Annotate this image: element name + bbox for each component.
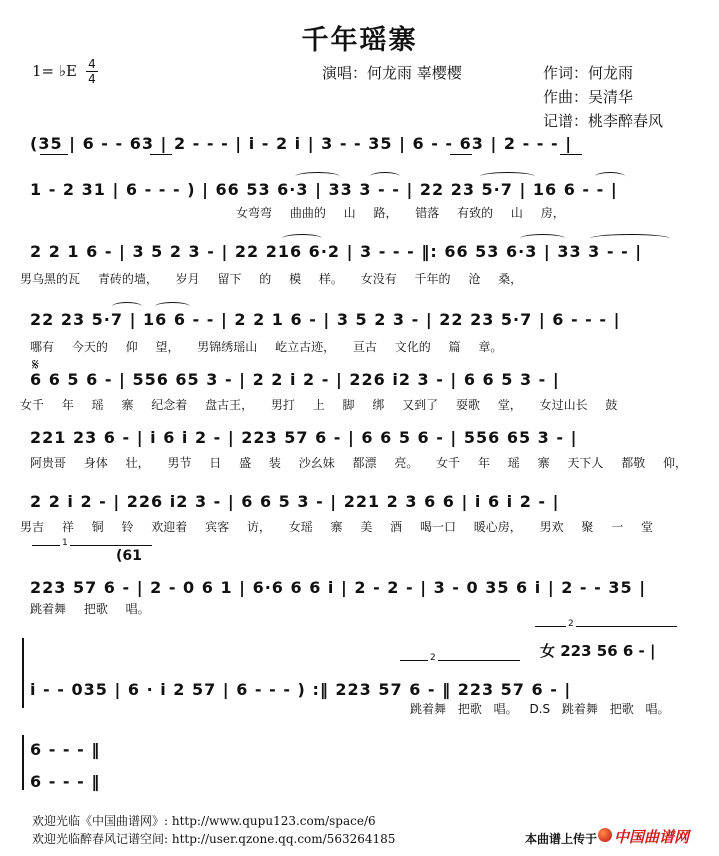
slur: [112, 302, 142, 311]
score-line-2: 1 - 2 31 | 6 - - - ) | 66 53 6·3 | 33 3 - - | 22 23 5·7 | 16 6 - - |: [30, 180, 618, 199]
upload-note: 本曲谱上传于: [525, 832, 598, 846]
score-line-1: (35 | 6 - - 63 | 2 - - - | i - 2 i | 3 - - 35 | 6 - - 63 | 2 - - - |: [30, 134, 573, 153]
score-line-10: 6 - - - ‖: [30, 740, 101, 759]
lyrics-line-7: 男吉 祥 铜 铃 欢迎着 宾客 访， 女瑶 寨 美 酒 喝一口 暖心房， 男欢 聚 一 堂: [20, 520, 654, 534]
lyrics-line-6: 阿贵哥 身体 壮， 男节 日 盛 装 沙幺妹 都漂 亮。 女千 年 瑶 寨 天下人 都敬 仰，: [30, 456, 688, 470]
segno-icon: 𝄋: [32, 355, 39, 374]
transcriber: 记谱：桃李醉春风: [543, 112, 664, 130]
slur: [595, 172, 625, 181]
lyrics-line-4: 哪有 今天的 仰 望， 男锦绣瑶山 屹立古迹， 亘古 文化的 篇 章。: [30, 340, 503, 354]
score-line-8: 223 57 6 - | 2 - 0 6 1 | 6·6 6 6 i | 2 - 2 - | 3 - 0 35 6 i | 2 - - 35 |: [30, 578, 647, 597]
time-signature-bottom: 4: [88, 72, 96, 86]
underline: [450, 154, 472, 155]
lyricist: 作词：何龙雨: [543, 64, 634, 82]
lyrics-line-8: 跳着舞 把歌 唱。: [30, 602, 150, 616]
system-brace: [22, 735, 24, 790]
slur: [480, 172, 535, 181]
footer-link-qzone[interactable]: 欢迎光临醉春风记谱空间: http://user.qzone.qq.com/563264185: [32, 832, 396, 846]
score-line-7: 2 2 i 2 - | 226 i2 3 - | 6 6 5 3 - | 221 2 3 6 6 | i 6 i 2 - |: [30, 492, 560, 511]
score-line-10b: 6 - - - ‖: [30, 772, 101, 791]
slur: [282, 234, 322, 243]
slur: [520, 234, 565, 243]
volta-bracket: [535, 626, 677, 627]
score-line-5: 6 6 5 6 - | 556 65 3 - | 2 2 i 2 - | 226 i2 3 - | 6 6 5 3 - |: [30, 370, 560, 389]
underline: [40, 154, 68, 155]
lyrics-line-5: 女千 年 瑶 寨 纪念着 盘古王， 男打 上 脚 绑 又到了 耍歌 堂， 女过山长 鼓: [20, 398, 618, 412]
time-signature-top: 4: [88, 57, 96, 71]
slur: [295, 172, 340, 181]
volta-bracket: [400, 660, 520, 661]
footer-link-qupu[interactable]: 欢迎光临《中国曲谱网》: http://www.qupu123.com/space/6: [32, 814, 376, 828]
score-line-6: 221 23 6 - | i 6 i 2 - | 223 57 6 - | 6 6 5 6 - | 556 65 3 - |: [30, 428, 578, 447]
site-logo[interactable]: 中国曲谱网: [614, 828, 690, 846]
volta-number: 2: [568, 619, 574, 629]
score-line-9: i - - 035 | 6 · i 2 57 | 6 - - - ) :‖ 223 57 6 - ‖ 223 57 6 - |: [30, 680, 572, 699]
underline: [560, 154, 582, 155]
singers: 演唱：何龙雨 辜樱樱: [322, 64, 462, 82]
score-line-4: 22 23 5·7 | 16 6 - - | 2 2 1 6 - | 3 5 2 3 - | 22 23 5·7 | 6 - - - |: [30, 310, 621, 329]
score-line-3: 2 2 1 6 - | 3 5 2 3 - | 22 216 6·2 | 3 - - - ‖: 66 53 6·3 | 33 3 - - |: [30, 242, 643, 261]
volta-bracket: [32, 545, 152, 546]
slur: [370, 172, 400, 181]
volta-number: 2: [430, 653, 436, 663]
time-signature: [86, 58, 98, 85]
lyrics-line-2: 女弯弯 曲曲的 山 路， 错落 有致的 山 房，: [236, 206, 565, 220]
ossia-notes: (61: [116, 548, 142, 564]
underline: [150, 154, 172, 155]
volta-number: 1: [62, 538, 68, 548]
system-brace: [22, 638, 24, 708]
lyrics-line-9: 跳着舞 把歌 唱。 D.S 跳着舞 把歌 唱。: [410, 702, 670, 716]
slur: [155, 302, 190, 311]
key-signature: 1= ♭E: [32, 62, 77, 80]
composer: 作曲：吴清华: [543, 88, 634, 106]
slur: [590, 234, 670, 243]
lyrics-line-3: 男乌黑的瓦 青砖的墙， 岁月 留下 的 模 样。 女没有 千年的 沧 桑，: [20, 272, 523, 286]
page-title: 千年瑶寨: [301, 25, 418, 56]
site-logo-icon: [598, 828, 612, 842]
ossia-line: 女 223 56 6 - |: [540, 642, 656, 660]
